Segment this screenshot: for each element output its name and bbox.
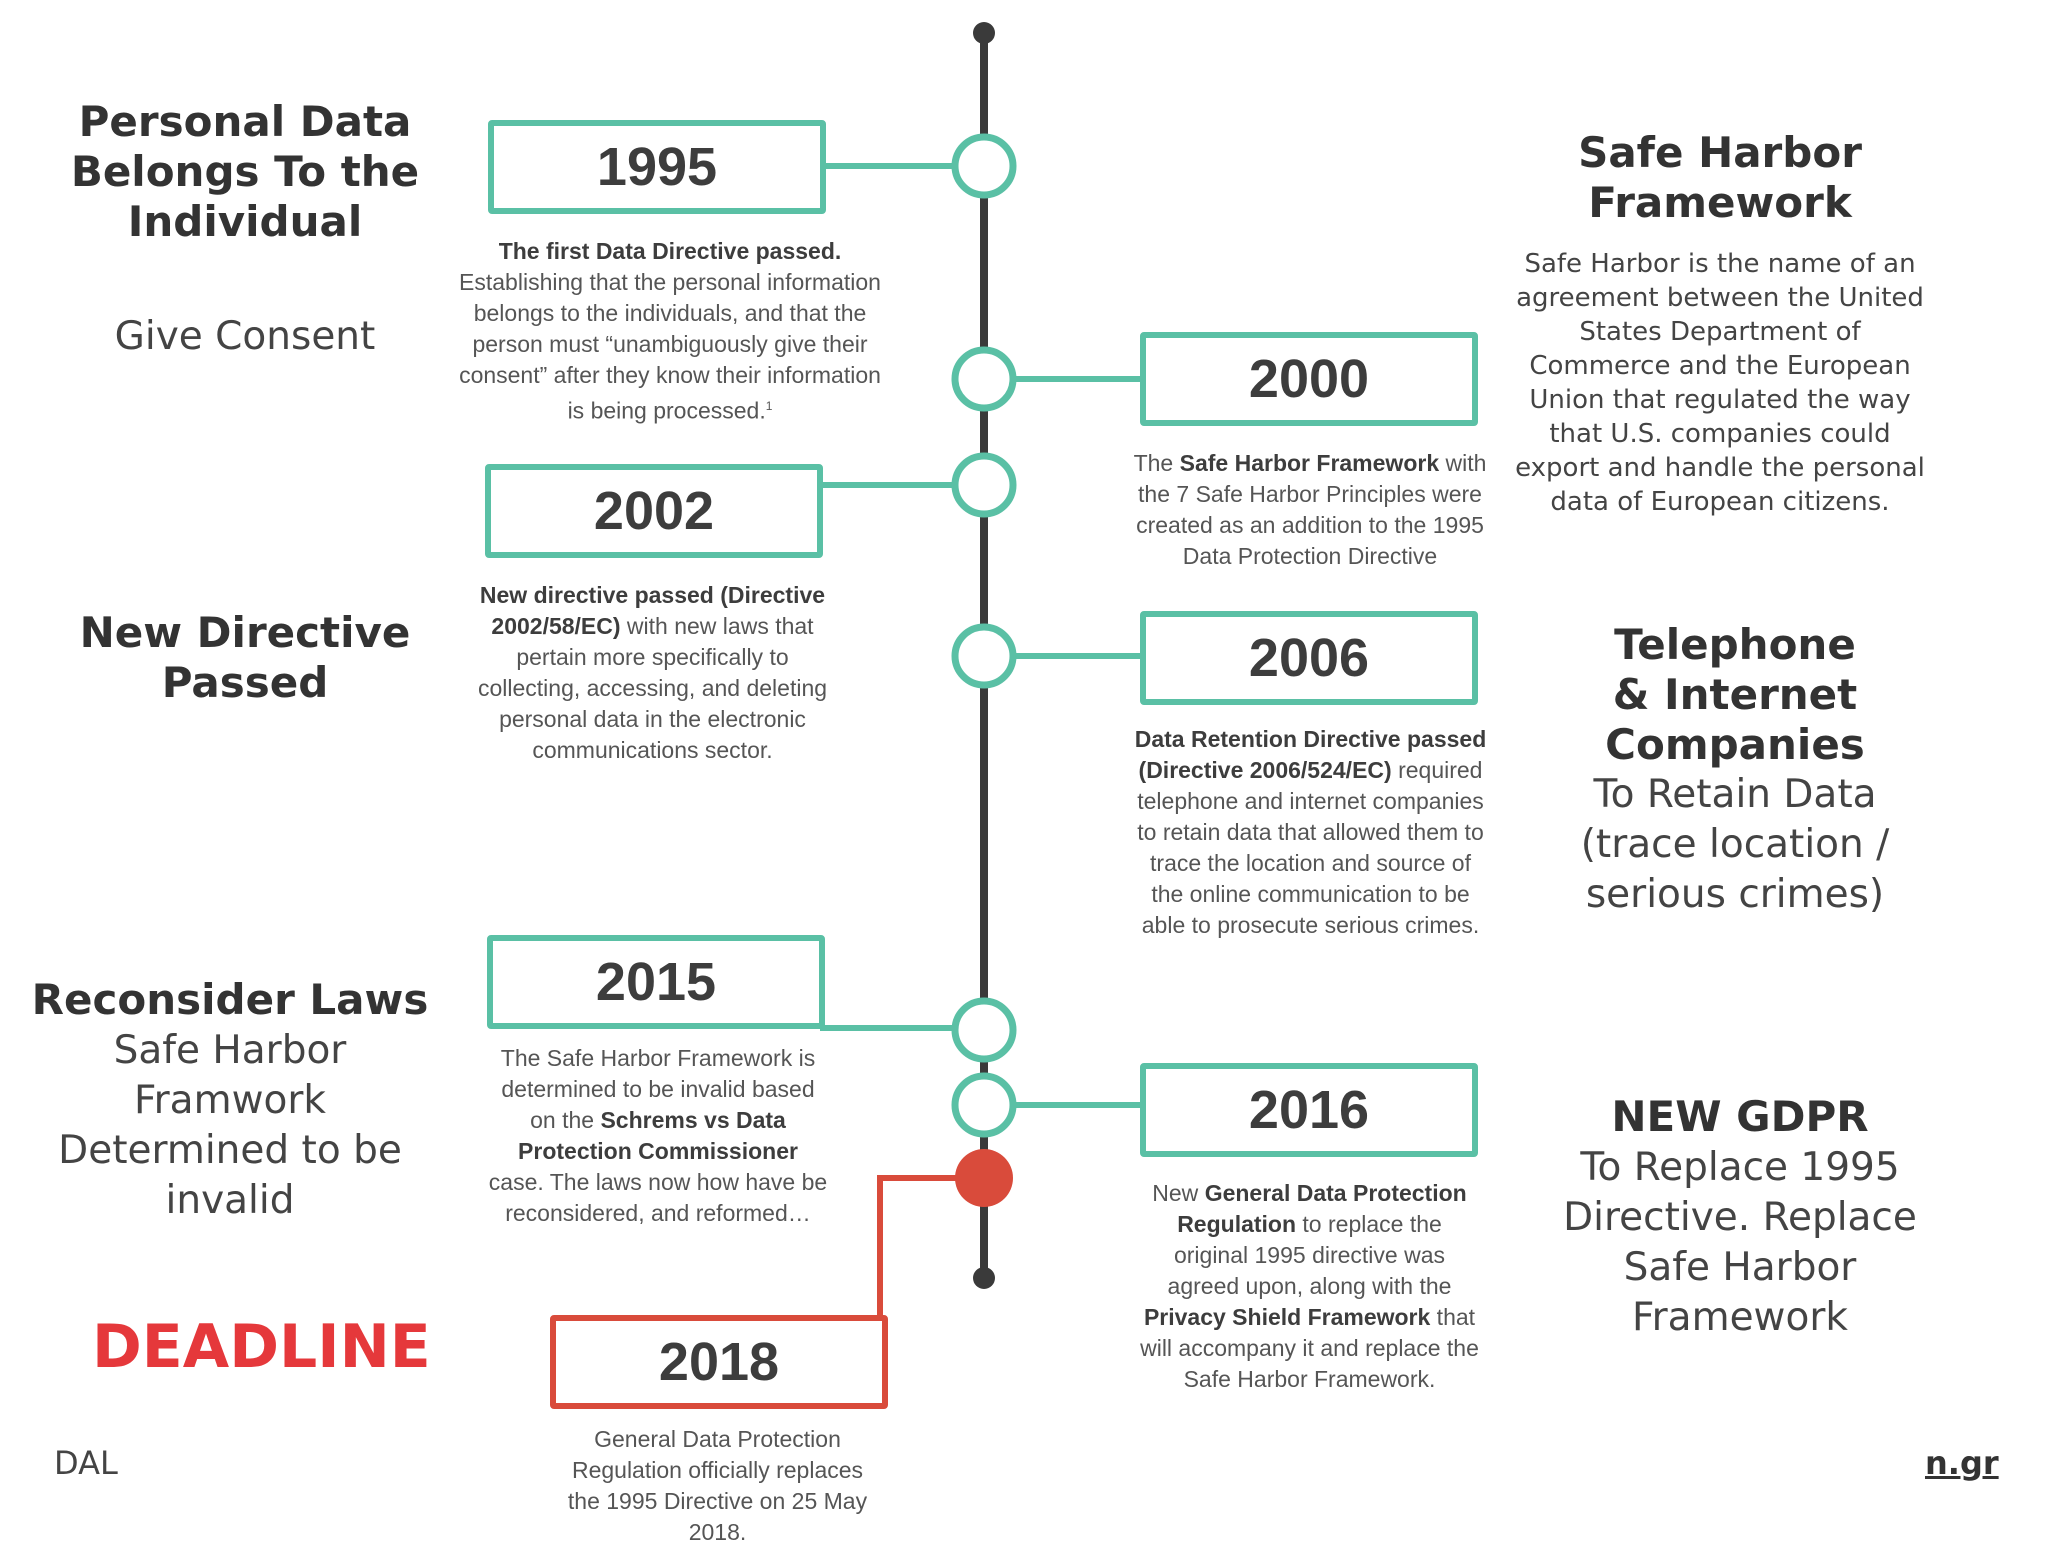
event-desc-2000	[1120, 448, 1500, 572]
event-desc-2002	[470, 580, 835, 766]
event-desc-2006	[1133, 724, 1488, 941]
telephone-title: Telephone & Internet Companies	[1605, 620, 1865, 769]
event-desc-2000-bold: Safe Harbor Framework	[1179, 450, 1440, 476]
event-desc-2015-text: case. The laws now how have be reconsidered, and reformed…	[488, 1169, 828, 1226]
event-desc-2006-bold: Data Retention Directive passed (Directive 2006/524/EC)	[1134, 726, 1487, 783]
footer-left-label: DAL	[54, 1444, 118, 1482]
year-box-2018: 2018	[550, 1315, 888, 1409]
timeline-top-dot	[973, 22, 995, 44]
node-2006	[955, 627, 1013, 685]
event-desc-2015-bold: Schrems vs Data Protection Commissioner	[518, 1107, 798, 1164]
new-directive-title: New Directive Passed	[79, 608, 411, 707]
event-desc-2015	[488, 1043, 828, 1229]
reconsider-laws-subtitle: Safe Harbor Framwork Determined to be invalid	[58, 1028, 402, 1223]
node-2015	[955, 1001, 1013, 1059]
event-desc-2000-text: with the 7 Safe Harbor Principles were created as an addition to the 1995 Data Protection Directive	[1136, 450, 1487, 569]
node-1995	[955, 137, 1013, 195]
personal-data-subtitle: Give Consent	[114, 314, 376, 359]
event-desc-2018	[555, 1424, 880, 1548]
year-box-2006: 2006	[1140, 611, 1478, 705]
event-desc-2016-bold2: Privacy Shield Framework	[1143, 1304, 1431, 1330]
safe-harbor-title: Safe Harbor Framework	[1578, 128, 1862, 227]
year-box-2015: 2015	[487, 935, 825, 1029]
event-desc-2018-text: General Data Protection Regulation officially replaces the 1995 Directive on 25 May 2018.	[567, 1426, 868, 1545]
connector-2018	[880, 1178, 962, 1318]
event-desc-1995	[455, 236, 885, 427]
year-box-1995: 1995	[488, 120, 826, 214]
event-desc-2016-text2: that will accompany it and replace the Safe Harbor Framework.	[1140, 1304, 1479, 1392]
timeline-bottom-dot	[973, 1267, 995, 1289]
event-desc-1995-bold: The first Data Directive passed.	[498, 238, 842, 264]
reconsider-laws-title: Reconsider Laws	[31, 975, 429, 1024]
telephone-subtitle: To Retain Data (trace location / serious crimes)	[1580, 772, 1890, 917]
event-desc-2016-text: to replace the original 1995 directive was agreed upon, along with the	[1167, 1211, 1452, 1299]
node-2000	[955, 350, 1013, 408]
event-desc-1995-footnote: 1	[765, 399, 773, 413]
event-desc-2002-bold: New directive passed (Directive 2002/58/EC)	[479, 582, 826, 639]
event-desc-2002-text: with new laws that pertain more specifically to collecting, accessing, and deleting personal data in the electronic communications sector.	[477, 613, 828, 763]
node-2018	[955, 1149, 1013, 1207]
event-desc-2000-pre: The	[1133, 450, 1180, 476]
safe-harbor-subtitle: Safe Harbor is the name of an agreement between the United States Department of Commerce and the European Union that regulated the way that U.S. companies could export and handle the personal data of European citizens.	[1515, 249, 1925, 517]
footer-right-logo[interactable]: n.gr	[1925, 1444, 1999, 1482]
event-desc-1995-text: Establishing that the personal information belongs to the individuals, and that the person must “unambiguously give their consent” after they know their information is being processed.	[459, 269, 881, 424]
node-2016	[955, 1076, 1013, 1134]
new-gdpr-title: NEW GDPR	[1611, 1092, 1869, 1141]
node-2002	[955, 456, 1013, 514]
year-box-2016: 2016	[1140, 1063, 1478, 1157]
event-desc-2016	[1137, 1178, 1482, 1395]
personal-data-title: Personal Data Belongs To the Individual	[70, 97, 420, 246]
event-desc-2016-pre: New	[1152, 1180, 1205, 1206]
event-desc-2016-bold: General Data Protection Regulation	[1177, 1180, 1467, 1237]
event-desc-2006-text: required telephone and internet companies to retain data that allowed them to trace the location and source of the online communication to be able to prosecute serious crimes.	[1137, 757, 1484, 938]
deadline-label: DEADLINE	[92, 1312, 431, 1382]
year-box-2000: 2000	[1140, 332, 1478, 426]
new-gdpr-subtitle: To Replace 1995 Directive. Replace Safe Harbor Framework	[1563, 1145, 1917, 1340]
event-desc-2015-pre: The Safe Harbor Framework is determined to be invalid based on the	[500, 1045, 816, 1133]
year-box-2002: 2002	[485, 464, 823, 558]
